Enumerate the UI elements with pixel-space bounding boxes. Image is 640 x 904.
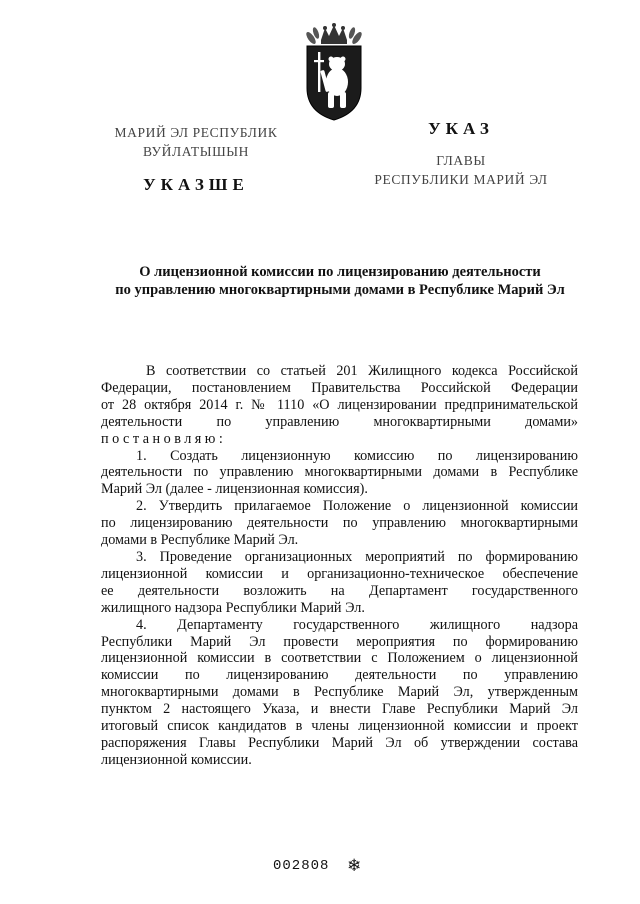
- serial-number: 002808: [273, 858, 330, 874]
- title-line-1: О лицензионной комиссии по лицензированию деятельности: [139, 264, 541, 280]
- document-title: [80, 263, 600, 299]
- body-line: деятельности по управлению многоквартирными домами в Республике: [101, 464, 578, 481]
- body-line: Марий Эл (далее - лицензионная комиссия).: [101, 481, 368, 498]
- header-right-line2: РЕСПУБЛИКИ МАРИЙ ЭЛ: [374, 172, 548, 187]
- body-line: 3. Проведение организационных мероприятий по формированию: [136, 548, 578, 565]
- body-line: ее деятельности возложить на Департамент государственного: [101, 582, 578, 599]
- body-line: Федерации, постановлением Правительства Российской Федерации: [101, 379, 578, 396]
- body-line: от 28 октября 2014 г. № 1110 «О лицензировании предпринимательской: [101, 396, 578, 413]
- coat-of-arms-icon: [299, 22, 369, 122]
- title-line-2: по управлению многоквартирными домами в Республике Марий Эл: [115, 282, 565, 298]
- body-line: лицензионной комиссии.: [101, 751, 252, 768]
- snowflake-icon: ❄: [347, 856, 362, 875]
- header-left-title: УКАЗШЕ: [143, 175, 249, 194]
- body-line: В соответствии со статьей 201 Жилищного кодекса Российской: [146, 363, 578, 379]
- document-body: [101, 363, 578, 769]
- body-line: пунктом 2 настоящего Указа, и внести Главе Республики Марий Эл: [101, 701, 578, 718]
- header-right: [352, 118, 570, 189]
- body-line: распоряжения Главы Республики Марий Эл об утверждении состава: [101, 734, 578, 751]
- body-line: постановляю:: [101, 430, 227, 447]
- body-line: жилищного надзора Республики Марий Эл.: [101, 599, 365, 616]
- header-left-line2: ВУЙЛАТЫШЫН: [142, 144, 250, 159]
- header-right-title: УКАЗ: [428, 119, 494, 138]
- header-left-line1: МАРИЙ ЭЛ РЕСПУБЛИК: [114, 125, 278, 140]
- header-left: [96, 123, 296, 196]
- body-line: 4. Департаменту государственного жилищного надзора: [136, 616, 578, 633]
- body-line: домами в Республике Марий Эл.: [101, 532, 299, 549]
- body-line: многоквартирными домами в Республике Марий Эл, утвержденным: [101, 684, 578, 701]
- body-line: 2. Утвердить прилагаемое Положение о лицензионной комиссии: [136, 498, 578, 515]
- body-line: лицензионной комиссии и организационно-техническое обеспечение: [101, 565, 578, 582]
- body-line: итоговый список кандидатов в члены лицензионной комиссии и проект: [101, 718, 578, 735]
- crown-icon: [321, 23, 347, 44]
- body-line: комиссии по лицензированию деятельности по управлению: [101, 667, 578, 684]
- header-right-line1: ГЛАВЫ: [436, 153, 486, 168]
- body-line: лицензионной комиссии в соответствии с Положением о лицензионной: [101, 650, 578, 667]
- body-line: 1. Создать лицензионную комиссию по лицензированию: [136, 447, 578, 464]
- body-line: по лицензированию деятельности по управлению многоквартирными: [101, 515, 578, 532]
- body-line: Республики Марий Эл провести мероприятия по формированию: [101, 633, 578, 650]
- body-line: деятельности по управлению многоквартирными домами»: [101, 413, 578, 430]
